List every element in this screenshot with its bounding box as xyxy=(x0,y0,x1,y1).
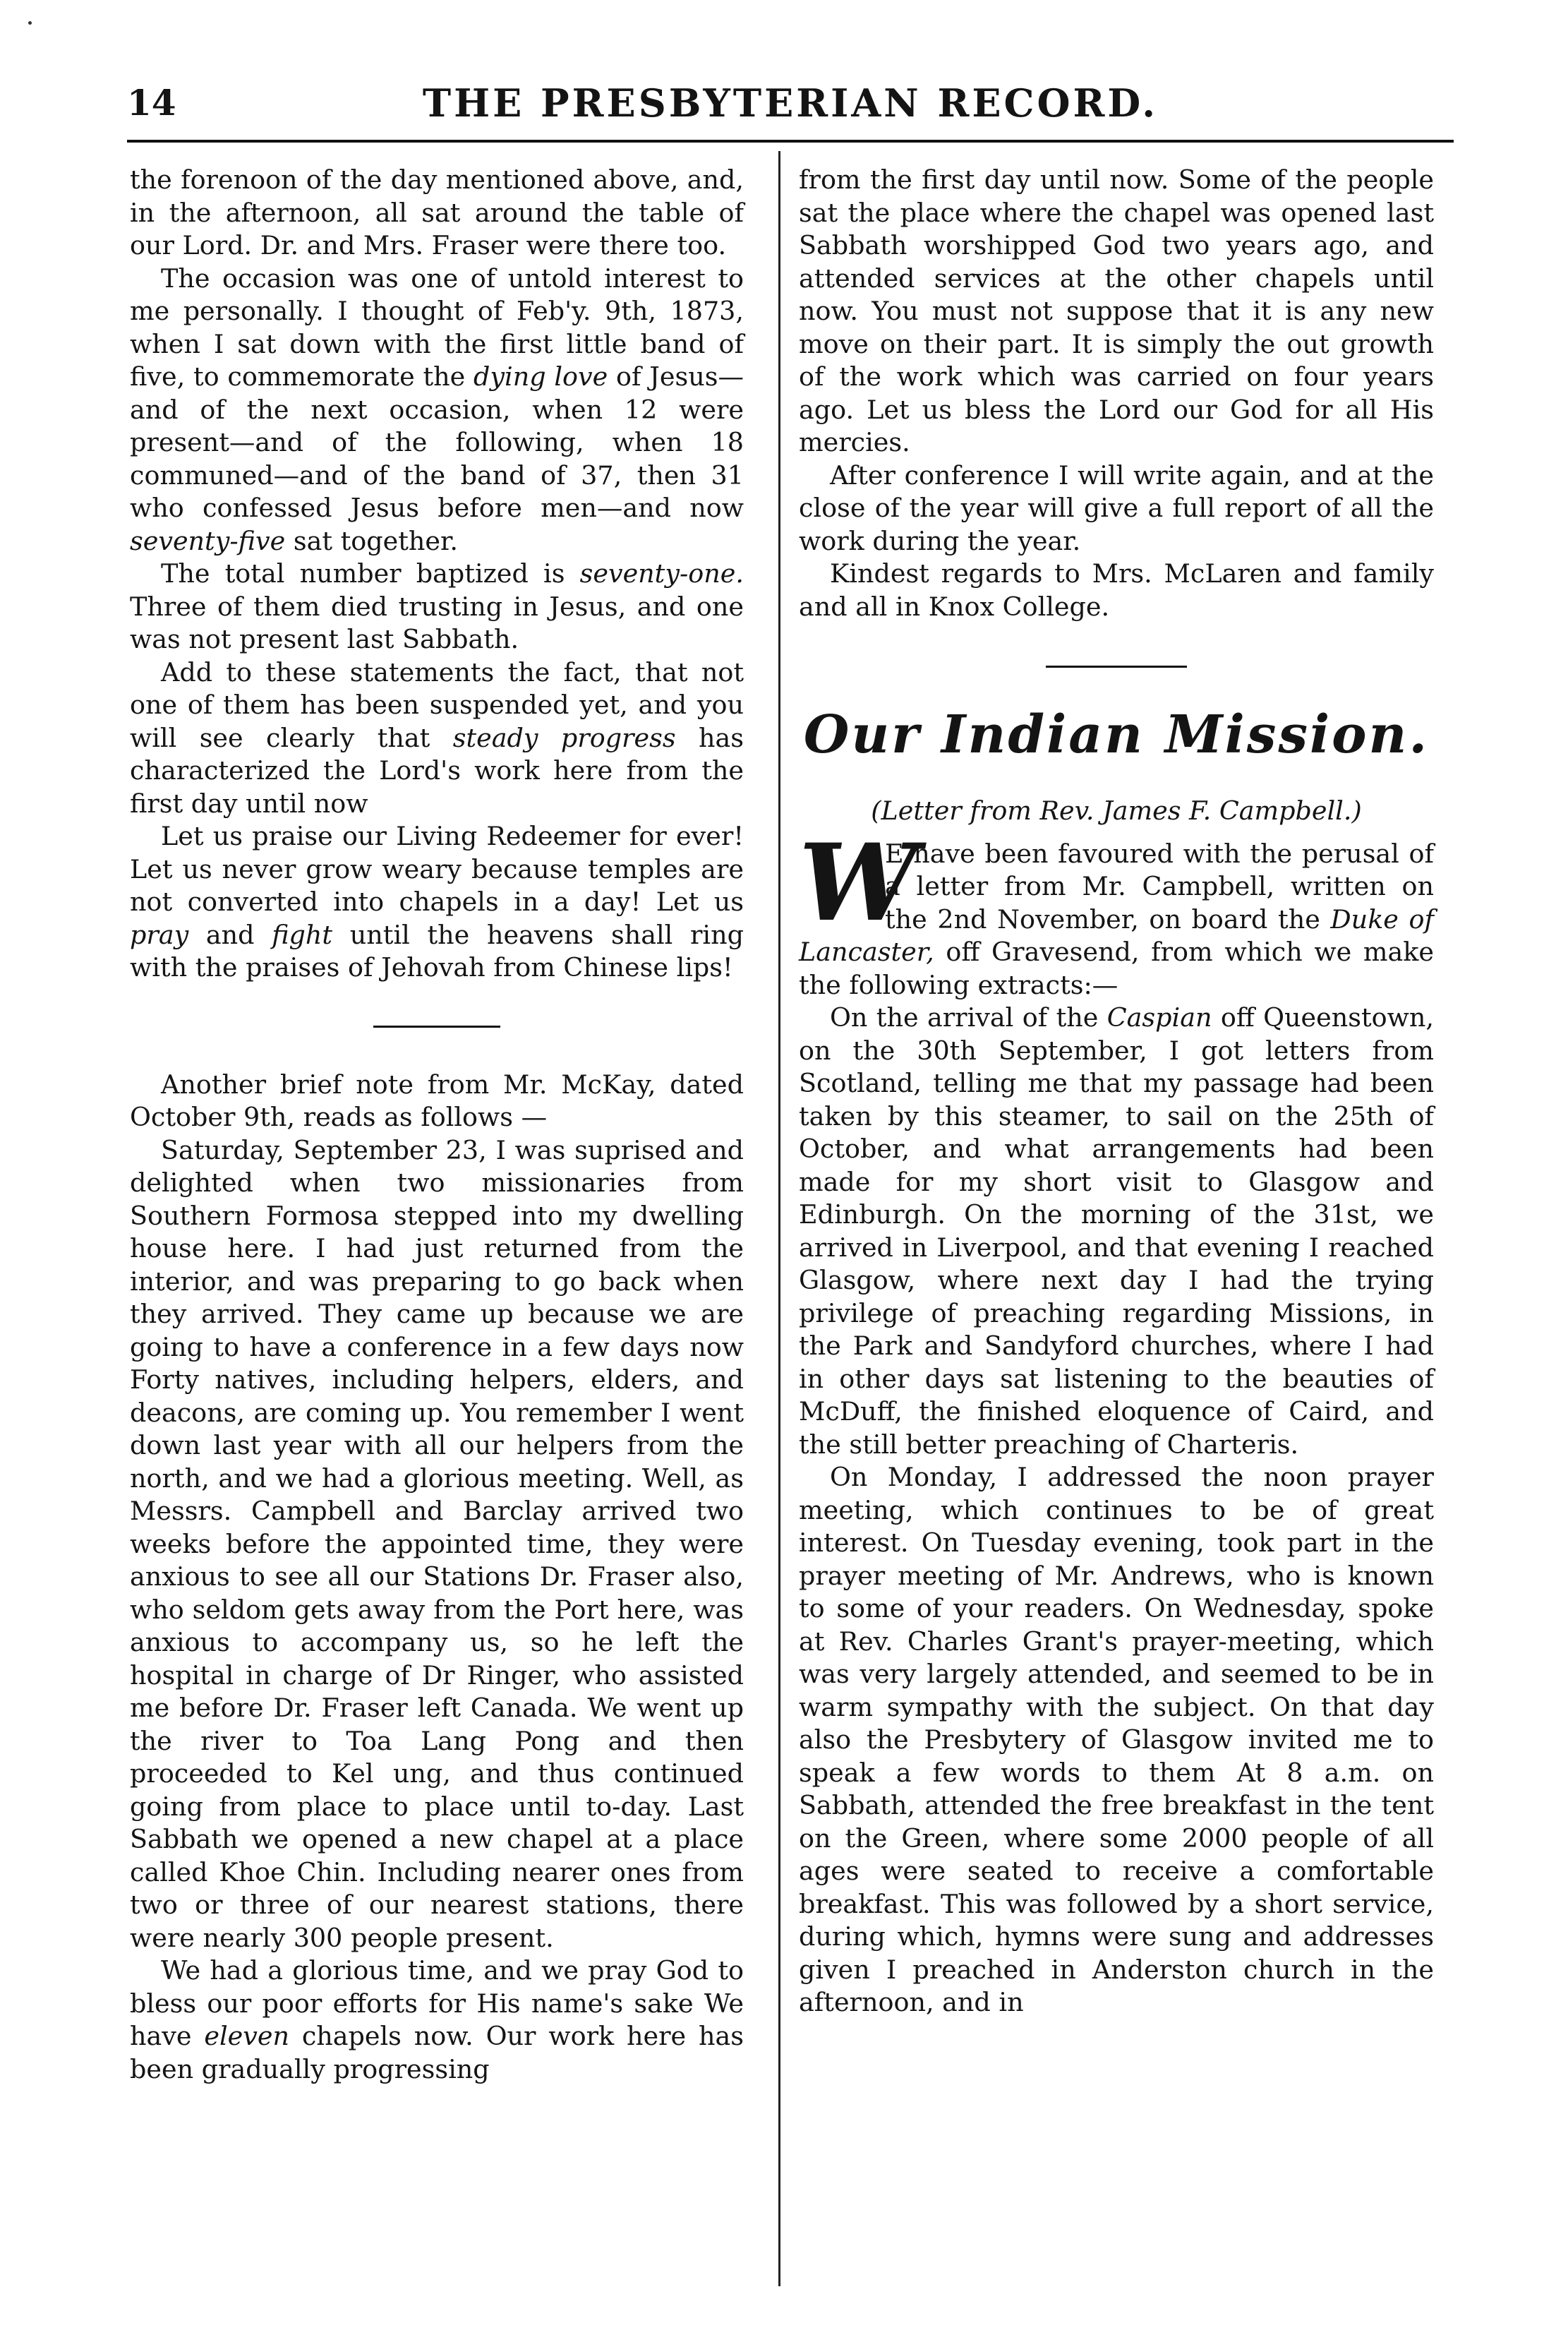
left-column xyxy=(130,164,744,2086)
paragraph: Add to these statements the fact, that not one of them has been suspended yet, and you will see clearly that steady progress has characterized the Lord's work here from the first day until now xyxy=(130,656,744,819)
paragraph: After conference I will write again, and at the close of the year will give a full report of all the work during the year. xyxy=(799,460,1434,556)
header-rule xyxy=(127,140,1454,143)
paragraph: The occasion was one of untold interest to me personally. I thought of Feb'y. 9th, 1873, when I sat down with the first little band of five, to commemorate the dying love of Jesus—and of the next occasion, when 12 were present—and of the following, when 18 communed—and of the band of 37, then 31 who confessed Jesus before men—and now seventy-five sat together. xyxy=(130,263,744,556)
running-title: THE PRESBYTERIAN RECORD. xyxy=(422,80,1159,126)
section-title: Our Indian Mission. xyxy=(803,704,1430,765)
paragraph: from the first day until now. Some of the people sat the place where the chapel was opened last Sabbath worshipped God two years ago, and attended services at the other chapels until now. You must not suppose that it is any new move on their part. It is simply the out growth of the work which was carried on four years ago. Let us bless the Lord our God for all His mercies. xyxy=(799,164,1434,457)
paragraph: the forenoon of the day mentioned above, and, in the afternoon, all sat around the table of our Lord. Dr. and Mrs. Fraser were there too. xyxy=(130,164,744,260)
paragraph: Saturday, September 23, I was suprised and delighted when two missionaries from Southern Formosa stepped into my dwelling house here. I had just returned from the interior, and was preparing to go back when they arrived. They came up because we are going to have a conference in a few days now Forty natives, including helpers, elders, and deacons, are coming up. You remember I went down last year with all our helpers from the north, and we had a glorious meeting. Well, as Messrs. Campbell and Barclay arrived two weeks before the appointed time, they were anxious to see all our Stations Dr. Fraser also, who seldom gets away from the Port here, was anxious to accompany us, so he left the hospital in charge of Dr Ringer, who assisted me before Dr. Fraser left Canada. We went up the river to Toa Lang Pong and then proceeded to Kel ung, and thus continued going from place to place until to-day. Last Sabbath we opened a new chapel at a place called Khoe Chin. Including nearer ones from two or three of our nearest stations, there were nearly 300 people present. xyxy=(130,1134,744,1953)
paragraph: On Monday, I addressed the noon prayer meeting, which continues to be of great interest. On Tuesday evening, took part in the prayer meeting of Mr. Andrews, who is known to some of your readers. On Wednesday, spoke at Rev. Charles Grant's prayer-meeting, which was very largely attended, and seemed to be in warm sympathy with the subject. On that day also the Presbytery of Glasgow invited me to speak a few words to them At 8 a.m. on Sabbath, attended the free breakfast in the tent on the Green, where some 2000 people of all ages were seated to receive a comfortable breakfast. This was followed by a short service, during which, hymns were sung and addresses given I preached in Anderston church in the afternoon, and in xyxy=(799,1462,1434,2017)
column-divider xyxy=(778,151,780,2286)
right-column xyxy=(799,164,1434,2019)
byline: (Letter from Rev. James F. Campbell.) xyxy=(871,795,1362,826)
paragraph: We had a glorious time, and we pray God to bless our poor efforts for His name's sake We have eleven chapels now. Our work here has been gradually progressing xyxy=(130,1955,744,2084)
section-divider xyxy=(1046,666,1187,668)
paragraph: W E have been favoured with the perusal of a letter from Mr. Campbell, written on the 2nd November, on board the Duke of Lancaster, off Gravesend, from which we make the following extracts:— xyxy=(799,820,1434,1000)
paragraph: Kindest regards to Mrs. McLaren and family and all in Knox College. xyxy=(799,558,1434,622)
drop-cap: W xyxy=(799,820,918,945)
paragraph: Let us praise our Living Redeemer for ever! Let us never grow weary because temples are not converted into chapels in a day! Let us pray and fight until the heavens shall ring with the praises of Jehovah from Chinese lips! xyxy=(130,821,744,983)
paragraph: On the arrival of the Caspian off Queenstown, on the 30th September, I got letters from Scotland, telling me that my passage had been taken by this steamer, to sail on the 25th of October, and what arrangements had been made for my short visit to Glasgow and Edinburgh. On the morning of the 31st, we arrived in Liverpool, and that evening I reached Glasgow, where next day I had the trying privilege of preaching regarding Missions, in the Park and Sandyford churches, where I had in other days sat listening to the beauties of McDuff, the finished eloquence of Caird, and the still better preaching of Charteris. xyxy=(799,1002,1434,1460)
paragraph: Another brief note from Mr. McKay, dated October 9th, reads as follows — xyxy=(130,1069,744,1132)
page-number: 14 xyxy=(127,82,176,124)
page-header xyxy=(127,75,1454,131)
section-divider xyxy=(373,1026,500,1028)
scan-speck xyxy=(28,21,32,25)
paragraph: The total number baptized is seventy-one. Three of them died trusting in Jesus, and one was not present last Sabbath. xyxy=(130,558,744,654)
